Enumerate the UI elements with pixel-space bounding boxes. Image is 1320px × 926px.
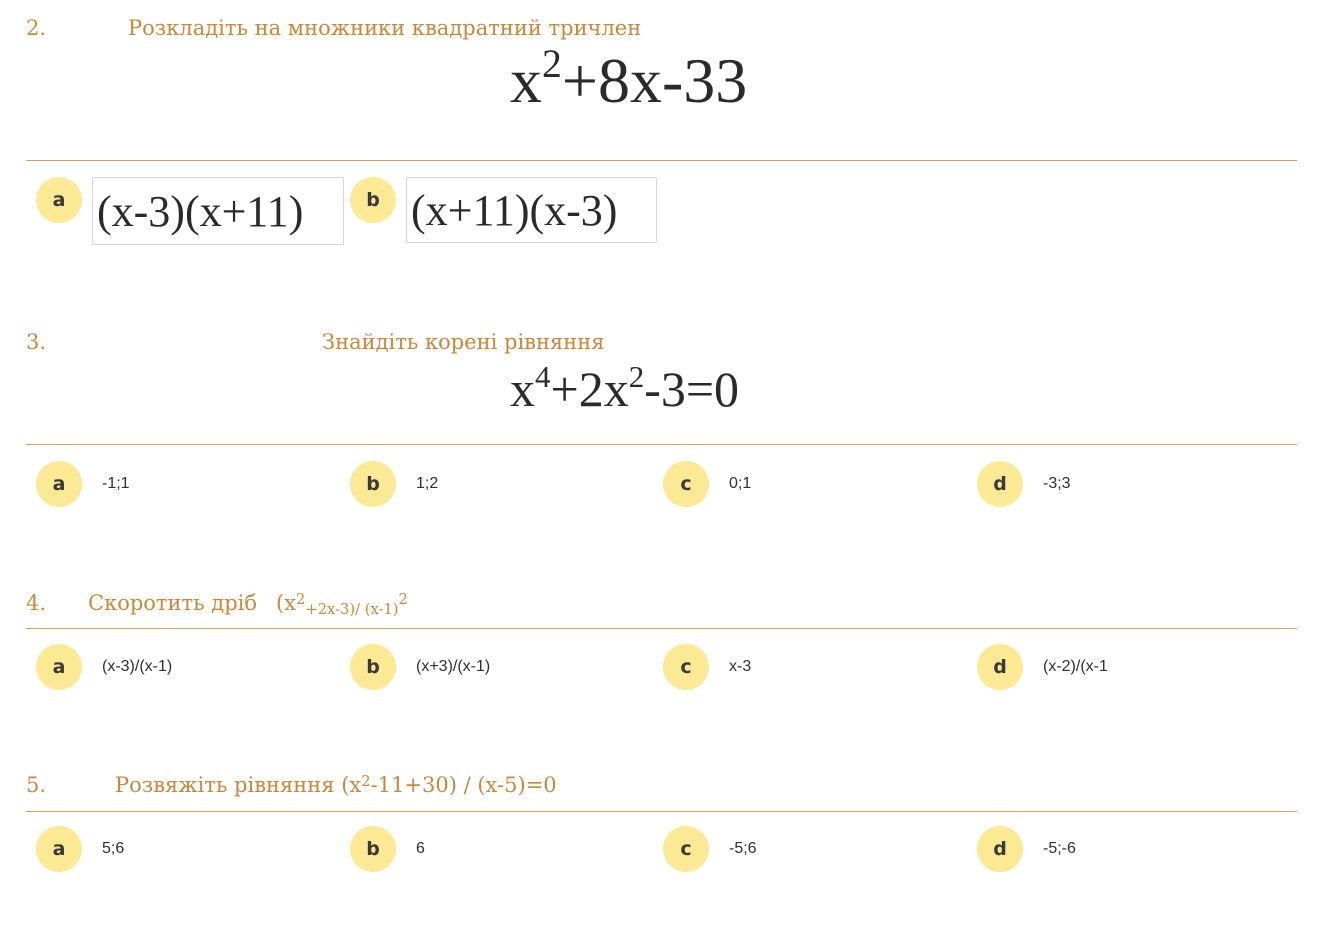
option-letter-badge: b: [350, 461, 396, 507]
option-d[interactable]: [977, 825, 1076, 873]
option-text: -1;1: [102, 475, 130, 492]
question-2-formula: $x^2+8x-33$: [510, 42, 748, 116]
question-2: [26, 0, 1297, 270]
option-a[interactable]: [36, 643, 172, 691]
option-text: (x-3)/(x-1): [102, 658, 173, 675]
question-4-fraction: $(x^2+2x-3)/$ $(x-1)^2$: [276, 591, 408, 618]
option-a[interactable]: [36, 825, 124, 873]
option-d[interactable]: [977, 643, 1108, 691]
question-3-formula: $x^4+2x^2-3=0$: [510, 358, 740, 417]
option-letter-badge: d: [977, 644, 1023, 690]
option-text: (x+3)/(x-1): [416, 658, 491, 675]
question-text: Розкладіть на множники квадратний тричлен: [128, 16, 642, 40]
question-number: 3.: [26, 330, 47, 354]
option-text: -5;-6: [1043, 840, 1076, 857]
divider: [26, 444, 1297, 445]
option-a[interactable]: [36, 176, 82, 224]
option-text: -5;6: [729, 840, 757, 857]
question-number: 5.: [26, 773, 47, 797]
option-letter-badge: a: [36, 461, 82, 507]
option-letter-badge: c: [663, 644, 709, 690]
option-text: (x-2)/(x-1: [1043, 658, 1108, 675]
question-text: Розвяжіть рівняння $(x^2-11+30) / (x-5)=0$: [115, 773, 557, 797]
option-text: 5;6: [102, 840, 125, 857]
option-a[interactable]: [36, 460, 130, 508]
divider: [26, 628, 1297, 629]
option-b[interactable]: [350, 176, 396, 224]
option-b[interactable]: [350, 825, 425, 873]
option-letter-badge: b: [350, 644, 396, 690]
option-b[interactable]: [350, 643, 490, 691]
question-4: [26, 580, 1297, 700]
option-b[interactable]: [350, 460, 438, 508]
option-letter-badge: b: [350, 826, 396, 872]
divider: [26, 811, 1297, 812]
option-text: 0;1: [729, 475, 752, 492]
option-letter-badge: a: [36, 826, 82, 872]
option-letter-badge: c: [663, 461, 709, 507]
option-text: 6: [416, 840, 425, 857]
option-letter-badge: c: [663, 826, 709, 872]
option-text: x-3: [729, 658, 752, 675]
option-d[interactable]: [977, 460, 1071, 508]
option-c[interactable]: [663, 825, 757, 873]
question-3: [26, 320, 1297, 520]
option-b-formula-image[interactable]: (x+11)(x-3): [406, 177, 657, 243]
option-c[interactable]: [663, 643, 751, 691]
option-letter-badge: b: [350, 177, 396, 223]
option-a-formula-image[interactable]: (x-3)(x+11): [92, 177, 344, 245]
question-text: Знайдіть корені рівняння: [322, 330, 605, 354]
option-text: -3;3: [1043, 475, 1071, 492]
question-text: Скоротить дріб: [88, 591, 257, 615]
question-number: 4.: [26, 591, 47, 615]
question-5: [26, 762, 1297, 882]
option-text: 1;2: [416, 475, 439, 492]
option-letter-badge: a: [36, 177, 82, 223]
divider: [26, 160, 1297, 161]
option-letter-badge: d: [977, 461, 1023, 507]
option-letter-badge: d: [977, 826, 1023, 872]
question-number: 2.: [26, 16, 47, 40]
option-letter-badge: a: [36, 644, 82, 690]
option-c[interactable]: [663, 460, 751, 508]
